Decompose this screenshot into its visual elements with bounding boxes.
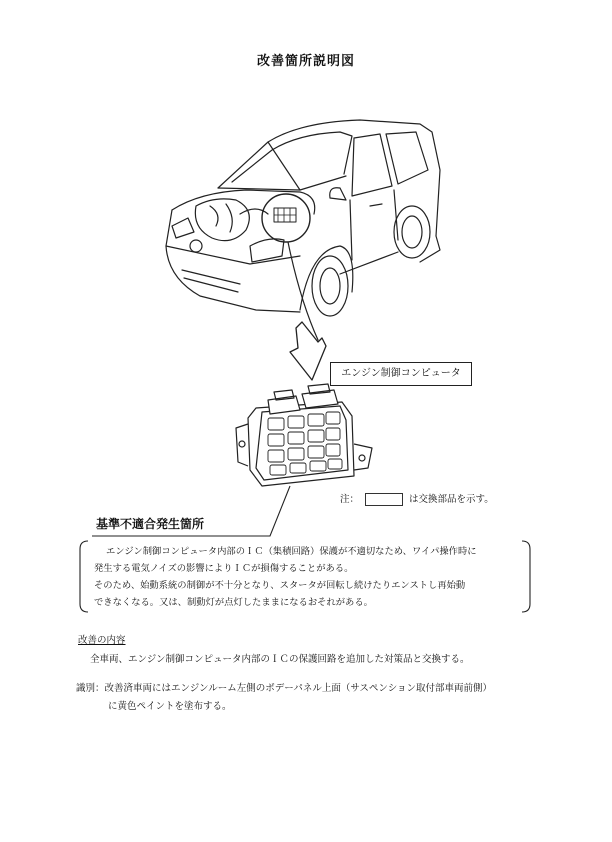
- defect-description: [94, 543, 524, 611]
- improvement-text: 全車両、エンジン制御コンピュータ内部のＩＣの保護回路を追加した対策品と交換する。: [90, 654, 470, 665]
- defect-line-3: そのため、始動系統の制御が不十分となり、スタータが回転し続けたりエンストし再始動: [94, 580, 466, 591]
- defect-heading: 基準不適合発生箇所: [96, 517, 205, 531]
- replacement-note: [340, 491, 494, 506]
- note-prefix: 注：: [340, 494, 360, 505]
- legend-box: [365, 493, 403, 506]
- improvement-heading: 改善の内容: [78, 635, 126, 646]
- defect-line-4: できなくなる。又は、制動灯が点灯したままになるおそれがある。: [94, 597, 373, 608]
- car-illustration: [166, 120, 440, 316]
- page-title: 改善箇所説明図: [256, 54, 355, 69]
- defect-line-1: エンジン制御コンピュータ内部のＩＣ（集積回路）保護が不適切なため、ワイパ操作時に: [106, 546, 477, 557]
- pointer-arrow: [290, 322, 326, 380]
- note-suffix: は交換部品を示す。: [409, 494, 494, 505]
- defect-line-2: 発生する電気ノイズの影響によりＩＣが損傷することがある。: [94, 563, 354, 574]
- identification-line-2: に黄色ペイントを塗布する。: [108, 701, 232, 712]
- identification-line-1: 識別：改善済車両にはエンジンルーム左側のボデーパネル上面（サスペンション取付部車両前側）: [76, 683, 493, 694]
- ecu-unit-illustration: [236, 384, 372, 486]
- highlight-circle: [262, 194, 310, 242]
- ecu-label: エンジン制御コンピュータ: [330, 362, 472, 386]
